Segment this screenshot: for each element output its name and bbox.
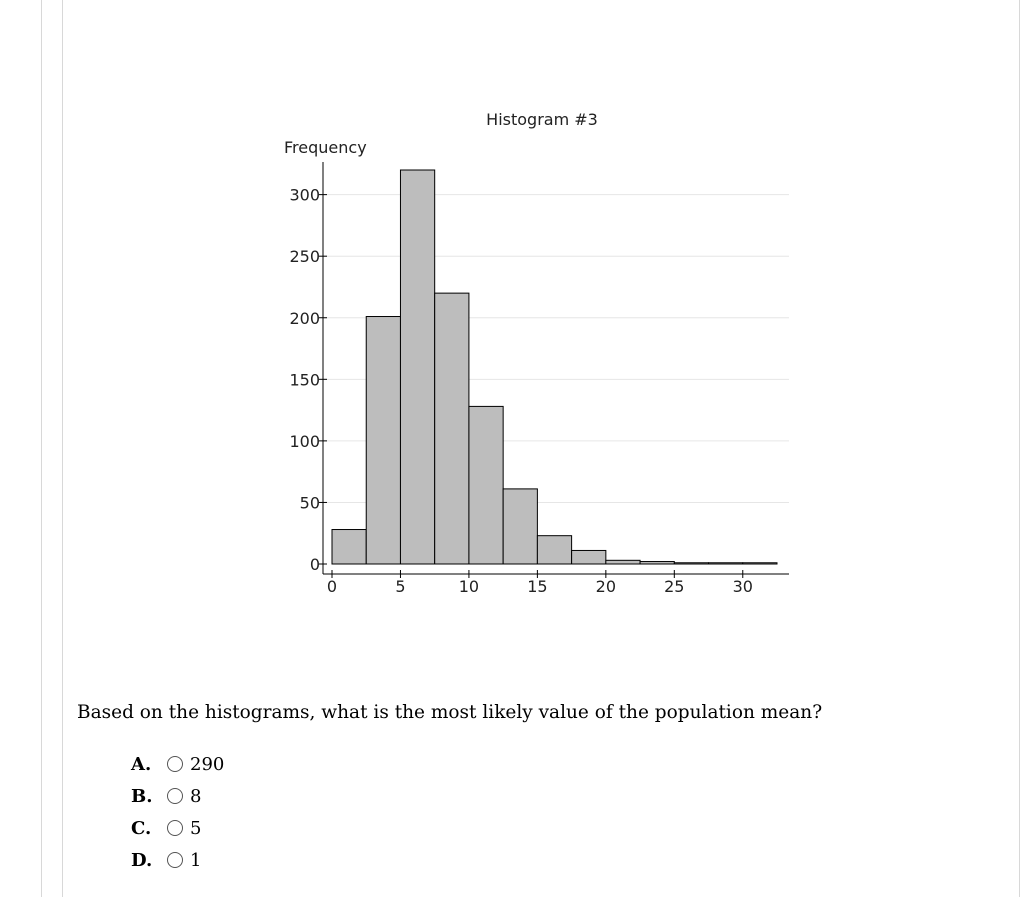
x-tick-label: 5 <box>395 577 406 596</box>
option-a[interactable] <box>131 748 224 780</box>
y-tick-label: 200 <box>289 308 320 328</box>
answer-options <box>131 748 224 876</box>
histogram-bar <box>709 563 743 564</box>
option-b-value: 8 <box>190 785 202 807</box>
y-tick-label: 50 <box>299 493 320 513</box>
histogram-bar <box>743 563 777 564</box>
histogram-bar <box>400 170 434 564</box>
option-c-value: 5 <box>190 817 202 839</box>
question-text: Based on the histograms, what is the most likely value of the population mean? <box>77 702 823 723</box>
histogram-chart <box>270 100 810 600</box>
option-d[interactable] <box>131 844 224 876</box>
histogram-bar <box>366 317 400 564</box>
y-tick-label: 300 <box>289 185 320 205</box>
option-b-letter: B. <box>131 785 153 807</box>
option-b[interactable] <box>131 780 224 812</box>
y-tick-label: 0 <box>309 555 320 574</box>
x-tick-label: 30 <box>732 577 753 596</box>
x-tick-label: 25 <box>664 577 685 596</box>
y-tick-label: 100 <box>289 431 320 451</box>
histogram-bar <box>435 293 469 564</box>
x-tick-label: 15 <box>527 577 548 596</box>
y-axis-label: Frequency <box>284 138 367 157</box>
option-a-radio[interactable] <box>167 756 183 772</box>
option-b-radio[interactable] <box>167 788 183 804</box>
histogram-bar <box>537 536 571 564</box>
option-c[interactable] <box>131 812 224 844</box>
option-c-letter: C. <box>131 817 152 839</box>
histogram-bar <box>503 489 537 564</box>
histogram-bar <box>469 406 503 564</box>
left-rail <box>41 0 63 897</box>
histogram-bar <box>606 560 640 564</box>
option-c-radio[interactable] <box>167 820 183 836</box>
y-tick-label: 250 <box>289 247 320 267</box>
chart-title: Histogram #3 <box>486 110 598 129</box>
y-tick-label: 150 <box>289 370 320 390</box>
histogram-bar <box>640 562 674 564</box>
histogram-svg <box>270 100 810 600</box>
right-rail <box>1019 0 1020 897</box>
option-d-radio[interactable] <box>167 852 183 868</box>
x-tick-label: 0 <box>326 577 338 596</box>
option-a-letter: A. <box>131 753 152 775</box>
x-tick-label: 10 <box>458 577 480 596</box>
option-d-letter: D. <box>131 849 153 871</box>
histogram-bar <box>572 550 606 564</box>
option-a-value: 290 <box>190 753 225 775</box>
histogram-bar <box>332 530 366 564</box>
histogram-bar <box>674 563 708 564</box>
x-tick-label: 20 <box>595 577 617 596</box>
option-d-value: 1 <box>190 849 202 871</box>
